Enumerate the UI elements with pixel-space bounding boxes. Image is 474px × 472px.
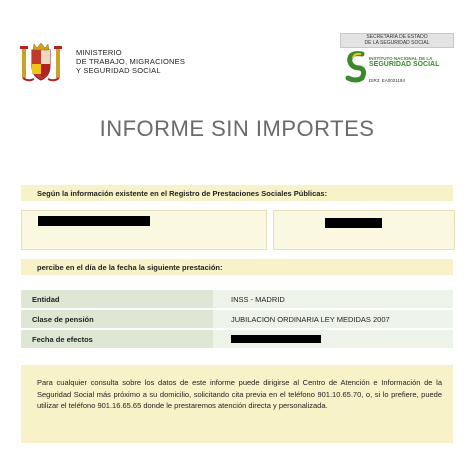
page-title: INFORME SIN IMPORTES bbox=[99, 116, 375, 141]
redacted-id bbox=[325, 218, 382, 228]
ministry-line: DE TRABAJO, MIGRACIONES bbox=[76, 57, 186, 66]
table-row bbox=[21, 310, 453, 328]
row-value bbox=[213, 310, 453, 328]
row-value-text: INSS - MADRID bbox=[231, 295, 285, 304]
intro-band bbox=[21, 185, 453, 201]
row-label-text: Fecha de efectos bbox=[32, 335, 93, 344]
row-value bbox=[213, 330, 453, 348]
ministry-name bbox=[76, 48, 185, 75]
contact-info-box bbox=[21, 365, 453, 443]
row-value-text: JUBILACION ORDINARIA LEY MEDIDAS 2007 bbox=[231, 315, 390, 324]
row-label-text: Entidad bbox=[32, 295, 60, 304]
coat-of-arms-icon bbox=[20, 40, 62, 84]
redacted-date bbox=[231, 335, 321, 343]
table-row bbox=[21, 290, 453, 308]
inss-big-line: SEGURIDAD SOCIAL bbox=[369, 61, 440, 68]
id-box bbox=[273, 210, 455, 250]
contact-info-text: Para cualquier consulta sobre los datos de este informe puede dirigirse al Centro de Atención e Información de la Seguridad Social más próximo a su domicilio, solicitando cita previa en el teléfono 901.10.65.70, o, si lo prefiere, puede utilizar el teléfono 901.16.65.65 donde le prestaremos atención directa y personalizada. bbox=[37, 378, 442, 410]
secretaria-line: DE LA SEGURIDAD SOCIAL bbox=[364, 40, 430, 46]
redacted-name bbox=[38, 216, 150, 226]
secretaria-line: SECRETARÍA DE ESTADO bbox=[366, 34, 428, 40]
inss-small-line: INSTITUTO NACIONAL DE LA bbox=[369, 56, 433, 61]
perceives-band bbox=[21, 259, 453, 275]
inss-name bbox=[369, 56, 454, 69]
intro-text: Según la información existente en el Registro de Prestaciones Sociales Públicas: bbox=[37, 189, 328, 198]
row-value bbox=[213, 290, 453, 308]
secretaria-banner bbox=[340, 33, 454, 48]
dir3-code: DIR3: EA0021194 bbox=[369, 78, 405, 83]
inss-logo-icon bbox=[344, 48, 366, 84]
row-label bbox=[21, 290, 213, 308]
details-table bbox=[21, 290, 453, 350]
perceives-text: percibe en el día de la fecha la siguiente prestación: bbox=[37, 263, 223, 272]
table-row bbox=[21, 330, 453, 348]
ministry-line: MINISTERIO bbox=[76, 48, 122, 57]
row-label bbox=[21, 330, 213, 348]
ministry-line: Y SEGURIDAD SOCIAL bbox=[76, 66, 161, 75]
row-label bbox=[21, 310, 213, 328]
row-label-text: Clase de pensión bbox=[32, 315, 94, 324]
